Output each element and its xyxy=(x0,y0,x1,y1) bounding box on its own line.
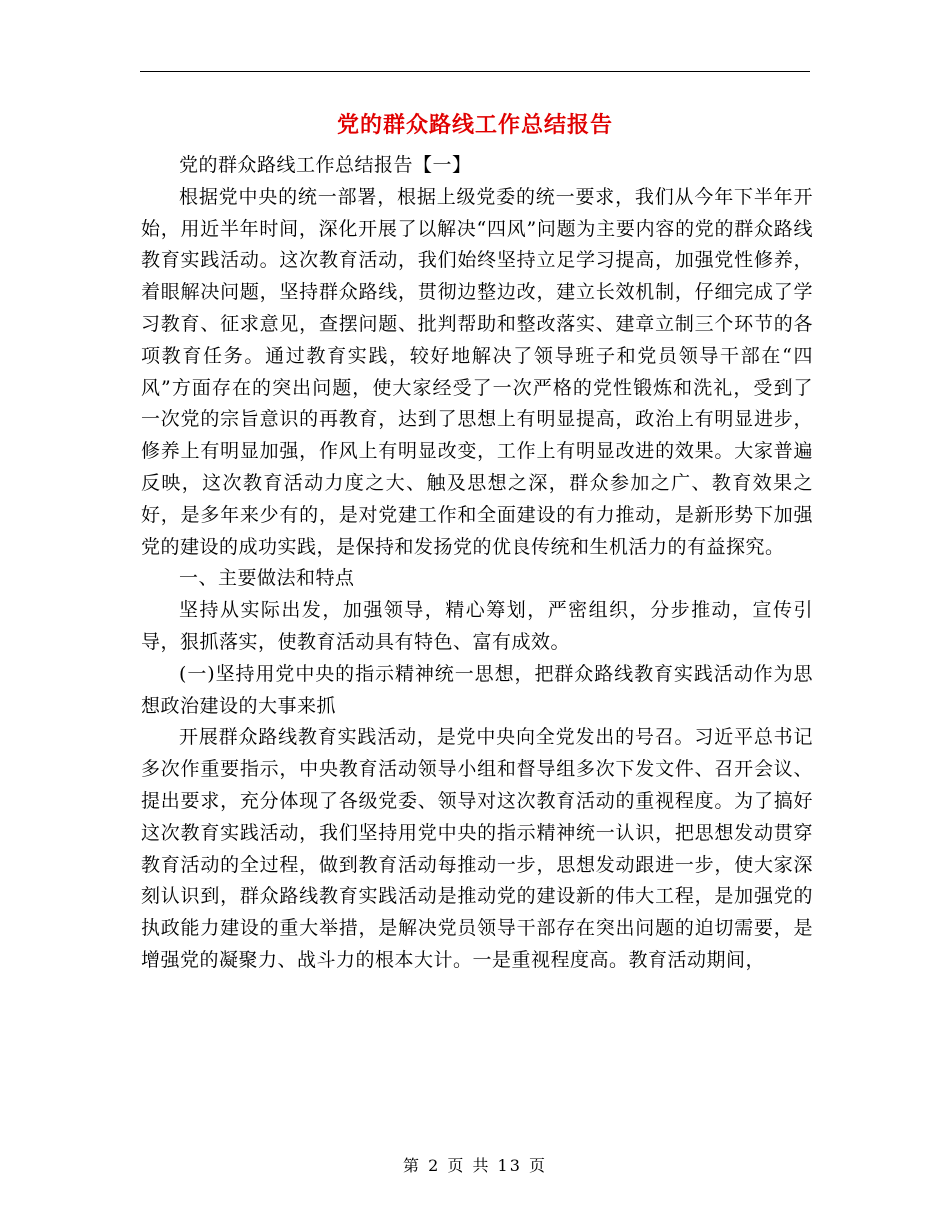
section-heading-part-one: 党的群众路线工作总结报告【一】 xyxy=(179,154,472,176)
document-title: 党的群众路线工作总结报告 xyxy=(336,112,613,138)
header-rule xyxy=(140,71,810,72)
paragraph-practices-summary: 坚持从实际出发，加强领导，精心筹划，严密组织，分步推动，宣传引导，狠抓落实，使教育活动具有特色、富有成效。 xyxy=(141,599,813,653)
paragraph-subsection-one: 开展群众路线教育实践活动，是党中央向全党发出的号召。习近平总书记多次作重要指示，中央教育活动领导小组和督导组多次下发文件、召开会议、提出要求，充分体现了各级党委、领导对这次教育活动的重视程度。为了搞好这次教育实践活动，我们坚持用党中央的指示精神统一认识，把思想发动贯穿教育活动的全过程，做到教育活动每推动一步，思想发动跟进一步，使大家深刻认识到，群众路线教育实践活动是推动党的建设新的伟大工程，是加强党的执政能力建设的重大举措，是解决党员领导干部存在突出问题的迫切需要，是增强党的凝聚力、战斗力的根本大计。一是重视程度高。教育活动期间， xyxy=(141,726,813,971)
subsection-heading-one: (一)坚持用党中央的指示精神统一思想，把群众路线教育实践活动作为思想政治建设的大事来抓 xyxy=(141,662,813,717)
section-heading-main-practices: 一、主要做法和特点 xyxy=(179,567,355,590)
page-number: 第 2 页 共 13 页 xyxy=(403,1156,547,1175)
document-body xyxy=(141,150,813,977)
paragraph-introduction: 根据党中央的统一部署，根据上级党委的统一要求，我们从今年下半年开始，用近半年时间，深化开展了以解决“四风”问题为主要内容的党的群众路线教育实践活动。这次教育活动，我们始终坚持立足学习提高，加强党性修养，着眼解决问题，坚持群众路线，贯彻边整边改，建立长效机制，仔细完成了学习教育、征求意见，查摆问题、批判帮助和整改落实、建章立制三个环节的各项教育任务。通过教育实践，较好地解决了领导班子和党员领导干部在“四风”方面存在的突出问题，使大家经受了一次严格的党性锻炼和洗礼，受到了一次党的宗旨意识的再教育，达到了思想上有明显提高，政治上有明显进步，修养上有明显加强，作风上有明显改变，工作上有明显改进的效果。大家普遍反映，这次教育活动力度之大、触及思想之深，群众参加之广、教育效果之好，是多年来少有的，是对党建工作和全面建设的有力推动，是新形势下加强党的建设的成功实践，是保持和发扬党的优良传统和生机活力的有益探究。 xyxy=(141,185,813,558)
